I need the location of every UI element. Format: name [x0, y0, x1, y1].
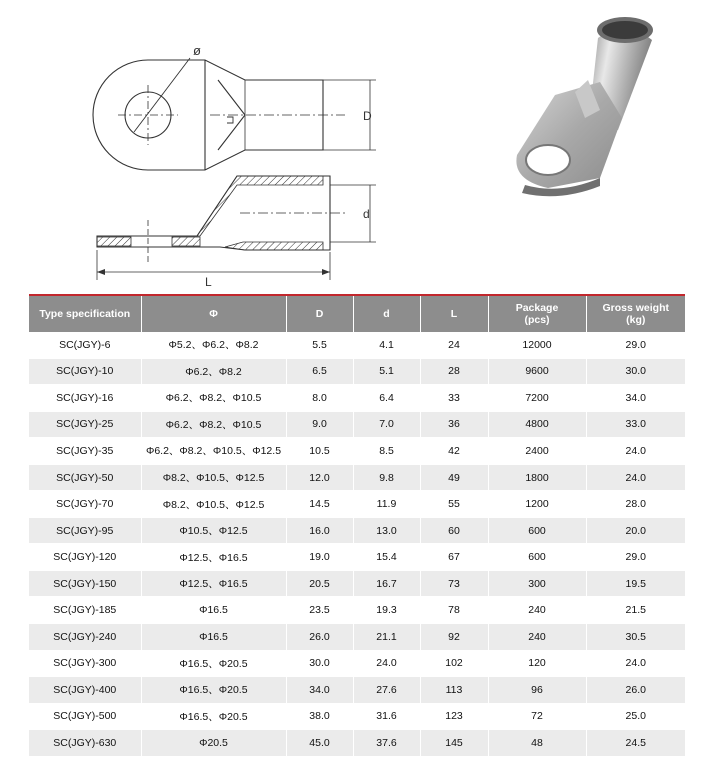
cell-phi: Φ6.2、Φ8.2 [141, 358, 286, 385]
cell-type: SC(JGY)-150 [29, 570, 141, 597]
cell-package: 96 [488, 677, 586, 704]
table-row [29, 464, 685, 491]
cell-d: 21.1 [353, 624, 420, 651]
header-L: L [420, 295, 488, 332]
cell-package: 9600 [488, 358, 586, 385]
cell-d: 34.0 [286, 677, 353, 704]
cable-lug-photo [0, 0, 713, 294]
cell-phi: Φ16.5、Φ20.5 [141, 677, 286, 704]
d-dimension-label: d [363, 207, 370, 221]
cell-d: 8.0 [286, 385, 353, 412]
cell-d: 4.1 [353, 332, 420, 358]
header-D: D [286, 295, 353, 332]
header-d: d [353, 295, 420, 332]
cell-package: 4800 [488, 411, 586, 438]
cell-package: 300 [488, 570, 586, 597]
cell-d: 30.0 [286, 650, 353, 677]
cell-l: 67 [420, 544, 488, 571]
cell-phi: Φ5.2、Φ6.2、Φ8.2 [141, 332, 286, 358]
cell-package: 120 [488, 650, 586, 677]
cell-phi: Φ12.5、Φ16.5 [141, 544, 286, 571]
table-row [29, 570, 685, 597]
D-dimension-label: D [363, 109, 372, 123]
specification-table [29, 294, 685, 757]
cell-type: SC(JGY)-35 [29, 438, 141, 465]
cell-phi: Φ16.5 [141, 597, 286, 624]
cell-l: 73 [420, 570, 488, 597]
table-row [29, 517, 685, 544]
cell-type: SC(JGY)-120 [29, 544, 141, 571]
cell-weight: 24.0 [586, 438, 685, 465]
cell-type: SC(JGY)-95 [29, 517, 141, 544]
cell-l: 145 [420, 730, 488, 757]
header-package [488, 295, 586, 332]
header-phi: Φ [141, 295, 286, 332]
cell-d: 26.0 [286, 624, 353, 651]
cell-package: 600 [488, 544, 586, 571]
cell-d: 9.0 [286, 411, 353, 438]
cell-type: SC(JGY)-500 [29, 703, 141, 730]
cell-package: 72 [488, 703, 586, 730]
cell-phi: Φ10.5、Φ12.5 [141, 517, 286, 544]
cell-package: 2400 [488, 438, 586, 465]
cell-package: 1200 [488, 491, 586, 518]
cell-l: 60 [420, 517, 488, 544]
cell-phi: Φ6.2、Φ8.2、Φ10.5、Φ12.5 [141, 438, 286, 465]
table-row [29, 703, 685, 730]
cell-package: 7200 [488, 385, 586, 412]
cell-phi: Φ16.5、Φ20.5 [141, 703, 286, 730]
table-header-row [29, 295, 685, 332]
cell-weight: 24.5 [586, 730, 685, 757]
cell-d: 19.3 [353, 597, 420, 624]
cell-phi: Φ6.2、Φ8.2、Φ10.5 [141, 385, 286, 412]
header-type-specification: Type specification [29, 295, 141, 332]
cell-phi: Φ16.5、Φ20.5 [141, 650, 286, 677]
cell-d: 27.6 [353, 677, 420, 704]
cell-phi: Φ8.2、Φ10.5、Φ12.5 [141, 491, 286, 518]
cell-weight: 29.0 [586, 544, 685, 571]
cell-phi: Φ16.5 [141, 624, 286, 651]
table-row [29, 650, 685, 677]
cell-weight: 26.0 [586, 677, 685, 704]
cell-d: 14.5 [286, 491, 353, 518]
cell-package: 240 [488, 597, 586, 624]
cell-l: 113 [420, 677, 488, 704]
header-weight-unit: (kg) [626, 314, 646, 326]
cell-d: 11.9 [353, 491, 420, 518]
phi-dimension-label: ø [193, 43, 201, 58]
cell-phi: Φ8.2、Φ10.5、Φ12.5 [141, 464, 286, 491]
cell-weight: 29.0 [586, 332, 685, 358]
header-package-unit: (pcs) [524, 314, 550, 326]
cell-l: 92 [420, 624, 488, 651]
cell-phi: Φ20.5 [141, 730, 286, 757]
cell-type: SC(JGY)-630 [29, 730, 141, 757]
table-row [29, 411, 685, 438]
cell-d: 10.5 [286, 438, 353, 465]
cell-weight: 30.0 [586, 358, 685, 385]
cell-phi: Φ12.5、Φ16.5 [141, 570, 286, 597]
cell-type: SC(JGY)-6 [29, 332, 141, 358]
cell-type: SC(JGY)-50 [29, 464, 141, 491]
cell-d: 5.5 [286, 332, 353, 358]
product-figure [0, 0, 713, 294]
cell-l: 49 [420, 464, 488, 491]
cell-weight: 19.5 [586, 570, 685, 597]
cell-l: 55 [420, 491, 488, 518]
cell-d: 5.1 [353, 358, 420, 385]
cell-d: 45.0 [286, 730, 353, 757]
cell-weight: 24.0 [586, 464, 685, 491]
cell-package: 1800 [488, 464, 586, 491]
cell-weight: 33.0 [586, 411, 685, 438]
cell-type: SC(JGY)-70 [29, 491, 141, 518]
cell-l: 24 [420, 332, 488, 358]
cell-type: SC(JGY)-240 [29, 624, 141, 651]
cell-d: 7.0 [353, 411, 420, 438]
header-gross-weight [586, 295, 685, 332]
cell-d: 13.0 [353, 517, 420, 544]
table-row [29, 438, 685, 465]
cell-type: SC(JGY)-185 [29, 597, 141, 624]
cell-package: 48 [488, 730, 586, 757]
cell-l: 36 [420, 411, 488, 438]
lug-image [516, 17, 653, 196]
cell-d: 6.5 [286, 358, 353, 385]
cell-weight: 21.5 [586, 597, 685, 624]
cell-d: 12.0 [286, 464, 353, 491]
table-row [29, 730, 685, 757]
table-row [29, 385, 685, 412]
table-row [29, 677, 685, 704]
table-row [29, 597, 685, 624]
cell-weight: 34.0 [586, 385, 685, 412]
cell-type: SC(JGY)-10 [29, 358, 141, 385]
cell-l: 42 [420, 438, 488, 465]
cell-d: 37.6 [353, 730, 420, 757]
cell-type: SC(JGY)-25 [29, 411, 141, 438]
cell-type: SC(JGY)-300 [29, 650, 141, 677]
cell-d: 24.0 [353, 650, 420, 677]
cell-d: 19.0 [286, 544, 353, 571]
cell-package: 600 [488, 517, 586, 544]
cell-d: 16.0 [286, 517, 353, 544]
cell-d: 9.8 [353, 464, 420, 491]
cell-l: 28 [420, 358, 488, 385]
cell-d: 20.5 [286, 570, 353, 597]
cell-weight: 24.0 [586, 650, 685, 677]
cell-type: SC(JGY)-400 [29, 677, 141, 704]
header-package-label: Package [515, 302, 559, 314]
cell-d: 6.4 [353, 385, 420, 412]
cell-l: 123 [420, 703, 488, 730]
table-row [29, 358, 685, 385]
table-row [29, 624, 685, 651]
cell-d: 16.7 [353, 570, 420, 597]
cell-l: 78 [420, 597, 488, 624]
cell-package: 12000 [488, 332, 586, 358]
cell-type: SC(JGY)-16 [29, 385, 141, 412]
table-row [29, 332, 685, 358]
cell-weight: 25.0 [586, 703, 685, 730]
cell-l: 33 [420, 385, 488, 412]
cell-d: 23.5 [286, 597, 353, 624]
cell-l: 102 [420, 650, 488, 677]
table-row [29, 491, 685, 518]
cell-d: 31.6 [353, 703, 420, 730]
cell-d: 38.0 [286, 703, 353, 730]
cell-weight: 28.0 [586, 491, 685, 518]
cell-weight: 30.5 [586, 624, 685, 651]
cell-d: 8.5 [353, 438, 420, 465]
cell-package: 240 [488, 624, 586, 651]
L-dimension-label: L [205, 275, 212, 289]
cell-d: 15.4 [353, 544, 420, 571]
table-row [29, 544, 685, 571]
cell-weight: 20.0 [586, 517, 685, 544]
header-weight-label: Gross weight [602, 302, 669, 314]
cell-phi: Φ6.2、Φ8.2、Φ10.5 [141, 411, 286, 438]
table-body [29, 332, 685, 756]
